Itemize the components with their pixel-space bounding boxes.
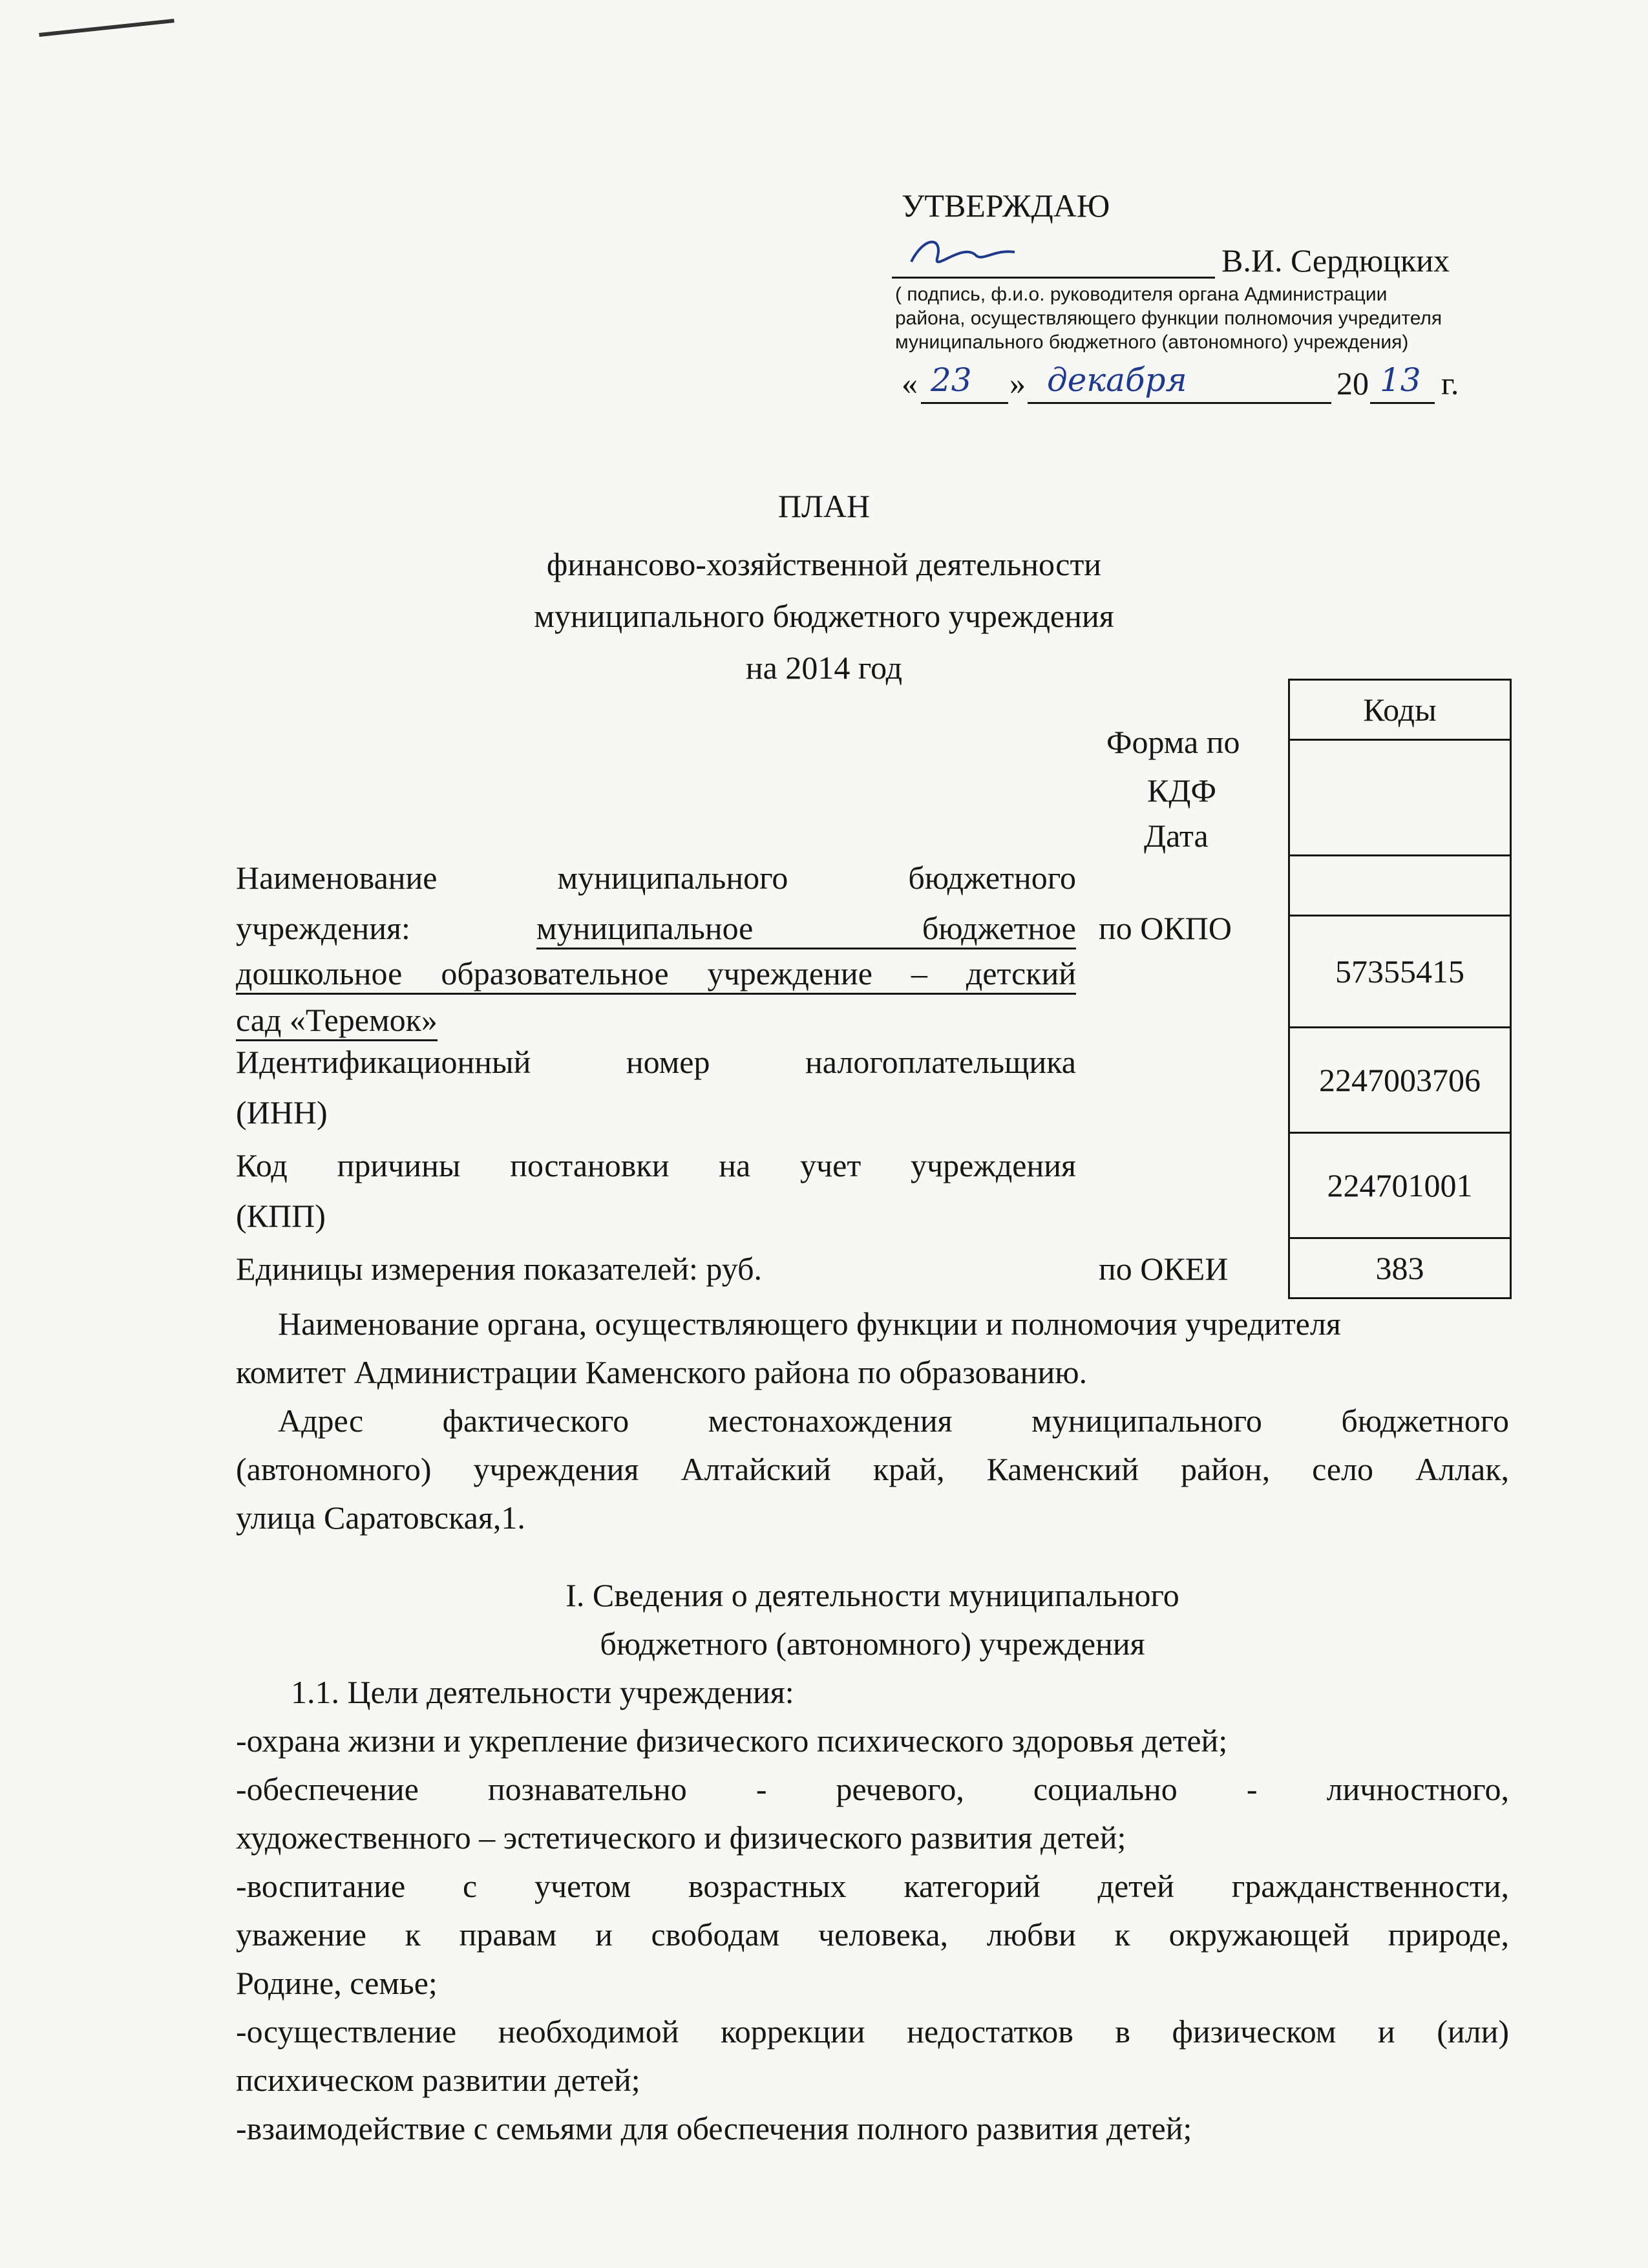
code-kpp: 224701001 <box>1290 1134 1510 1239</box>
date-year-suffix: 13 <box>1380 361 1421 399</box>
goal-line: Родине, семье; <box>236 1965 438 2001</box>
code-form-kdf <box>1290 741 1510 856</box>
address-line-1: Адрес фактического местонахождения муниципального бюджетного <box>278 1403 1509 1439</box>
date-g: г. <box>1441 365 1459 401</box>
units-label: Единицы измерения показателей: руб. <box>236 1251 763 1287</box>
name-line-2a: учреждения: <box>236 910 410 946</box>
kpp-line-1: Код причины постановки на учет учреждения <box>236 1147 1076 1183</box>
section-title-1: I. Сведения о деятельности муниципального <box>565 1577 1179 1613</box>
label-kdf: КДФ <box>1147 772 1216 809</box>
codes-header: Коды <box>1290 681 1510 741</box>
goal-line: -осуществление необходимой коррекции недостатков в физическом и (или) <box>236 2013 1509 2050</box>
code-okei: 383 <box>1375 1250 1424 1286</box>
label-po-okei: по ОКЕИ <box>1099 1251 1229 1287</box>
code-inn: 2247003706 <box>1290 1028 1510 1134</box>
goal-line: психическом развитии детей; <box>236 2062 640 2098</box>
address-line-3: улица Саратовская,1. <box>236 1500 525 1536</box>
date-day-line <box>921 402 1008 404</box>
scan-mark <box>39 19 174 37</box>
goal-line: художественного – эстетического и физического развития детей; <box>236 1819 1126 1856</box>
organ-line-2: комитет Администрации Каменского района по образованию. <box>236 1354 1088 1390</box>
goal-line: -воспитание с учетом возрастных категорий детей гражданственности, <box>236 1868 1509 1904</box>
goal-line: -взаимодействие с семьями для обеспечения полного развития детей; <box>236 2110 1192 2146</box>
goal-line: -охрана жизни и укрепление физического психического здоровья детей; <box>236 1722 1228 1759</box>
code-date <box>1290 856 1510 917</box>
label-date: Дата <box>1144 818 1209 854</box>
date-day: 23 <box>931 361 972 399</box>
date-year-prefix: 20 <box>1336 365 1369 401</box>
approval-caption-3: муниципального бюджетного (автономного) учреждения) <box>895 332 1409 353</box>
date-month: декабря <box>1047 361 1187 399</box>
goal-line: -обеспечение познавательно - речевого, социально - личностного, <box>236 1771 1509 1807</box>
approver-name: В.И. Сердюцких <box>1221 242 1450 279</box>
name-line-4: сад «Теремок» <box>236 1002 438 1041</box>
title-line-2: финансово-хозяйственной деятельности <box>546 546 1102 582</box>
label-po-okpo: по ОКПО <box>1099 910 1232 946</box>
title-line-1: ПЛАН <box>777 488 871 524</box>
title-line-4: на 2014 год <box>745 650 903 686</box>
kpp-line-2: (КПП) <box>236 1198 326 1234</box>
approval-caption-2: района, осуществляющего функции полномочия учредителя <box>895 308 1442 329</box>
name-line-2b: муниципальное бюджетное <box>536 910 1076 949</box>
date-year-line <box>1370 402 1435 404</box>
date-open-quote: « <box>902 365 918 401</box>
code-okpo: 57355415 <box>1290 917 1510 1028</box>
codes-table <box>1288 679 1512 1299</box>
date-close-quote: » <box>1009 365 1026 401</box>
title-line-3: муниципального бюджетного учреждения <box>534 598 1114 634</box>
label-form-po: Форма по <box>1106 724 1240 760</box>
approval-caption-1: ( подпись, ф.и.о. руководителя органа Администрации <box>895 284 1388 305</box>
address-line-2: (автономного) учреждения Алтайский край, Каменский район, село Аллак, <box>236 1451 1509 1487</box>
name-line-1: Наименование муниципального бюджетного <box>236 860 1076 896</box>
approval-heading: УТВЕРЖДАЮ <box>902 187 1110 224</box>
date-month-line <box>1028 402 1331 404</box>
signature-icon <box>905 229 1021 281</box>
section-subtitle: 1.1. Цели деятельности учреждения: <box>291 1674 794 1710</box>
goal-line: уважение к правам и свободам человека, любви к окружающей природе, <box>236 1916 1509 1953</box>
organ-line-1: Наименование органа, осуществляющего функции и полномочия учредителя <box>278 1306 1341 1342</box>
name-line-3: дошкольное образовательное учреждение – детский <box>236 955 1076 995</box>
inn-line-1: Идентификационный номер налогоплательщика <box>236 1044 1076 1080</box>
section-title-2: бюджетного (автономного) учреждения <box>600 1626 1145 1662</box>
inn-line-2: (ИНН) <box>236 1094 328 1130</box>
